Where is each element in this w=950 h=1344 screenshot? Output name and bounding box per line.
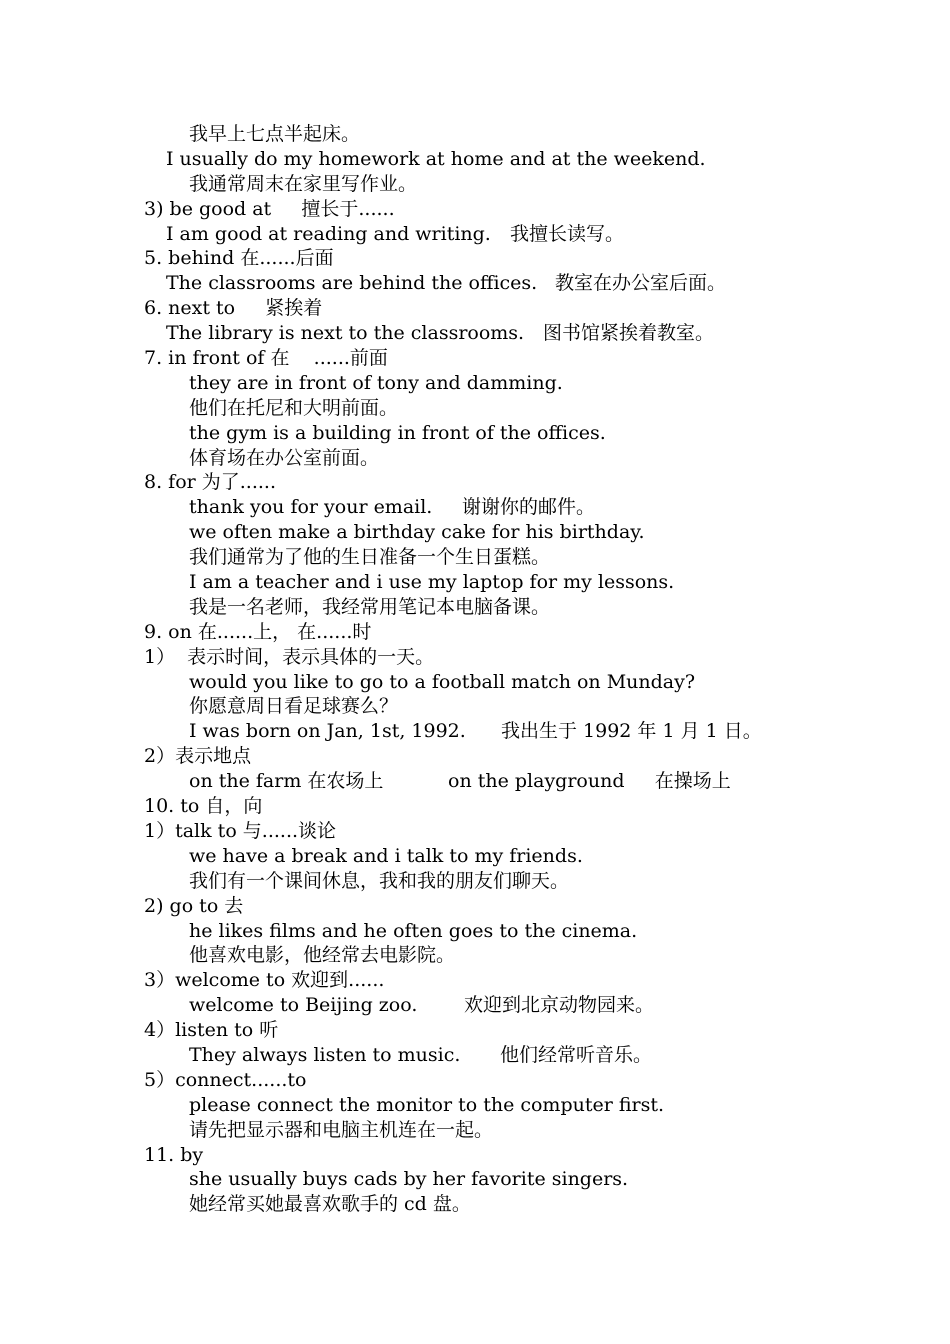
text-line	[0, 371, 950, 396]
text-line	[0, 346, 950, 371]
line-text: they are in front of tony and damming.	[189, 371, 563, 394]
line-text: 5）connect......to	[144, 1068, 307, 1091]
text-line	[0, 222, 950, 247]
line-translation: on the playground 在操场上	[448, 770, 731, 793]
text-line	[0, 1093, 950, 1118]
text-line	[0, 495, 950, 520]
text-line	[0, 122, 950, 147]
line-text: the gym is a building in front of the offices.	[189, 421, 606, 444]
line-text: The library is next to the classrooms.	[166, 322, 525, 345]
line-text: 9. on 在......上， 在......时	[144, 620, 372, 643]
text-line	[0, 296, 950, 321]
text-line	[0, 545, 950, 570]
line-translation: 他们经常听音乐。	[500, 1043, 653, 1066]
line-text: on the farm 在农场上	[189, 770, 384, 793]
line-text: 她经常买她最喜欢歌手的 cd 盘。	[189, 1193, 471, 1216]
text-line	[0, 271, 950, 296]
line-text: They always listen to music.	[189, 1043, 461, 1066]
text-line	[0, 1018, 950, 1043]
line-text: welcome to Beijing zoo.	[189, 994, 418, 1017]
line-text: I usually do my homework at home and at the weekend.	[166, 147, 706, 170]
line-text: 体育场在办公室前面。	[189, 446, 380, 469]
text-line	[0, 1043, 950, 1068]
line-text: I was born on Jan, 1st, 1992.	[189, 720, 466, 743]
line-text: 你愿意周日看足球赛么？	[189, 695, 399, 718]
line-text: 2) go to 去	[144, 894, 244, 917]
text-line	[0, 1068, 950, 1093]
line-text: we have a break and i talk to my friends.	[189, 844, 583, 867]
line-translation: 图书馆紧挨着教室。	[543, 322, 715, 345]
text-line	[0, 819, 950, 844]
text-line	[0, 147, 950, 172]
text-line	[0, 670, 950, 695]
line-translation: 谢谢你的邮件。	[462, 496, 596, 519]
line-translation: 我出生于 1992 年 1 月 1 日。	[501, 720, 762, 743]
line-text: I am a teacher and i use my laptop for my lessons.	[189, 571, 675, 594]
line-text: 我通常周末在家里写作业。	[189, 172, 418, 195]
line-text: 2）表示地点	[144, 745, 252, 768]
text-line	[0, 620, 950, 645]
text-line	[0, 719, 950, 744]
text-line	[0, 1167, 950, 1192]
line-text: 1）talk to 与......谈论	[144, 819, 337, 842]
line-text: 8. for 为了......	[144, 471, 276, 494]
text-line	[0, 919, 950, 944]
text-line	[0, 844, 950, 869]
line-text: 我早上七点半起床。	[189, 123, 361, 145]
line-text: 11. by	[144, 1143, 204, 1166]
line-translation: 欢迎到北京动物园来。	[464, 994, 655, 1017]
line-translation: 教室在办公室后面。	[555, 272, 727, 295]
line-text: The classrooms are behind the offices.	[166, 272, 538, 295]
line-text: we often make a birthday cake for his birthday.	[189, 521, 645, 544]
text-line	[0, 744, 950, 769]
text-line	[0, 246, 950, 271]
line-text: please connect the monitor to the computer first.	[189, 1093, 665, 1116]
line-text: 7. in front of 在 ......前面	[144, 347, 388, 370]
line-text: would you like to go to a football match on Munday?	[189, 670, 696, 693]
text-line	[0, 694, 950, 719]
line-text: 我们有一个课间休息，我和我的朋友们聊天。	[189, 869, 570, 892]
line-translation: 我擅长读写。	[510, 222, 625, 245]
line-text: 10. to 自，向	[144, 795, 263, 818]
text-line	[0, 1118, 950, 1143]
text-line	[0, 421, 950, 446]
line-text: 1） 表示时间，表示具体的一天。	[144, 645, 435, 668]
line-text: 5. behind 在......后面	[144, 247, 334, 270]
text-line	[0, 470, 950, 495]
line-text: 他们在托尼和大明前面。	[189, 396, 399, 419]
line-text: 3）welcome to 欢迎到......	[144, 969, 385, 992]
text-line	[0, 894, 950, 919]
line-text: 6. next to 紧挨着	[144, 297, 323, 320]
line-text: thank you for your email.	[189, 496, 433, 519]
line-text: 4）listen to 听	[144, 1019, 279, 1042]
text-line	[0, 197, 950, 222]
text-line	[0, 446, 950, 471]
text-line	[0, 1192, 950, 1217]
text-line	[0, 769, 950, 794]
text-line	[0, 570, 950, 595]
line-text: 他喜欢电影，他经常去电影院。	[189, 944, 456, 967]
text-line	[0, 595, 950, 620]
line-text: he likes films and he often goes to the cinema.	[189, 919, 638, 942]
line-text: she usually buys cads by her favorite singers.	[189, 1168, 629, 1191]
text-line	[0, 172, 950, 197]
text-line	[0, 869, 950, 894]
text-line	[0, 993, 950, 1018]
text-line	[0, 1143, 950, 1168]
text-line	[0, 968, 950, 993]
text-line	[0, 321, 950, 346]
line-text: 请先把显示器和电脑主机连在一起。	[189, 1118, 494, 1141]
line-text: 我是一名老师，我经常用笔记本电脑备课。	[189, 595, 551, 618]
text-line	[0, 645, 950, 670]
line-text: 我们通常为了他的生日准备一个生日蛋糕。	[189, 546, 551, 569]
text-line	[0, 520, 950, 545]
line-text: I am good at reading and writing.	[166, 222, 491, 245]
text-line	[0, 396, 950, 421]
text-line	[0, 794, 950, 819]
text-line	[0, 943, 950, 968]
document-body	[0, 122, 950, 1217]
line-text: 3) be good at 擅长于......	[144, 197, 395, 220]
